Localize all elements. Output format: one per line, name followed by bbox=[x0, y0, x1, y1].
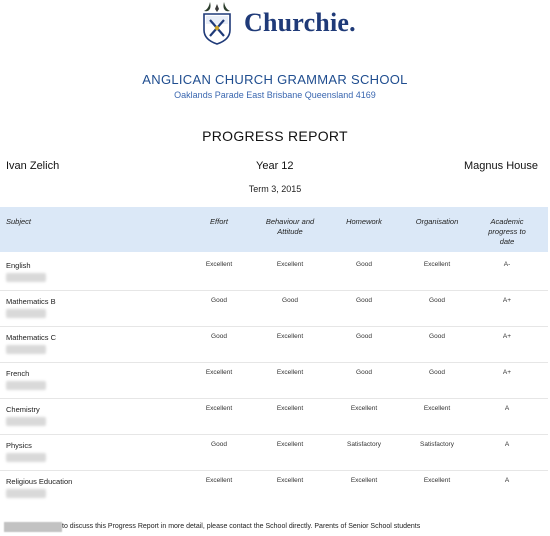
homework-grade: Good bbox=[356, 333, 372, 340]
table-header bbox=[0, 207, 548, 252]
behaviour-grade: Excellent bbox=[276, 477, 304, 484]
behaviour-grade: Excellent bbox=[276, 261, 304, 268]
subject-name: French bbox=[6, 369, 30, 378]
behaviour-grade: Excellent bbox=[276, 441, 304, 448]
behaviour-grade: Excellent bbox=[276, 333, 304, 340]
redacted-teacher bbox=[6, 417, 46, 426]
progress-grade: A bbox=[504, 405, 510, 412]
subject-name: Mathematics C bbox=[6, 333, 57, 342]
year-level: Year 12 bbox=[256, 160, 294, 172]
table-row bbox=[0, 290, 548, 327]
organisation-grade: Excellent bbox=[423, 477, 451, 484]
redacted-teacher bbox=[6, 453, 46, 462]
effort-grade: Good bbox=[211, 441, 227, 448]
school-header bbox=[0, 0, 550, 46]
header-homework: Homework bbox=[346, 217, 382, 226]
table-row bbox=[0, 362, 548, 399]
effort-grade: Good bbox=[211, 297, 227, 304]
effort-grade: Excellent bbox=[205, 261, 233, 268]
homework-grade: Excellent bbox=[350, 477, 378, 484]
school-name: ANGLICAN CHURCH GRAMMAR SCHOOL bbox=[142, 72, 408, 87]
organisation-grade: Satisfactory bbox=[420, 441, 454, 448]
table-row bbox=[0, 326, 548, 363]
progress-grade: A+ bbox=[502, 369, 512, 376]
table-row bbox=[0, 434, 548, 471]
footer-note: to discuss this Progress Report in more detail, please contact the School directly. Parents of Senior School students bbox=[62, 523, 421, 530]
progress-grade: A+ bbox=[502, 297, 512, 304]
homework-grade: Satisfactory bbox=[347, 441, 381, 448]
progress-grade: A bbox=[504, 441, 510, 448]
organisation-grade: Excellent bbox=[423, 405, 451, 412]
table-row bbox=[0, 470, 548, 506]
subject-name: Chemistry bbox=[6, 405, 40, 414]
homework-grade: Good bbox=[356, 369, 372, 376]
homework-grade: Good bbox=[356, 261, 372, 268]
subject-name: Religious Education bbox=[6, 477, 73, 486]
effort-grade: Good bbox=[211, 333, 227, 340]
header-organisation: Organisation bbox=[415, 217, 459, 226]
progress-grade: A- bbox=[503, 261, 511, 268]
homework-grade: Excellent bbox=[350, 405, 378, 412]
organisation-grade: Excellent bbox=[423, 261, 451, 268]
subject-name: English bbox=[6, 261, 31, 270]
redacted-teacher bbox=[6, 273, 46, 282]
behaviour-grade: Excellent bbox=[276, 405, 304, 412]
organisation-grade: Good bbox=[429, 297, 445, 304]
organisation-grade: Good bbox=[429, 369, 445, 376]
behaviour-grade: Excellent bbox=[276, 369, 304, 376]
progress-grade: A bbox=[504, 477, 510, 484]
table-row bbox=[0, 254, 548, 291]
header-progress: Academic progress to date bbox=[488, 217, 526, 246]
school-address: Oaklands Parade East Brisbane Queensland 4169 bbox=[174, 90, 376, 100]
redacted-teacher bbox=[6, 489, 46, 498]
redacted-teacher bbox=[6, 309, 46, 318]
subject-name: Mathematics B bbox=[6, 297, 56, 306]
header-subject: Subject bbox=[6, 217, 32, 226]
header-effort: Effort bbox=[210, 217, 228, 226]
student-name: Ivan Zelich bbox=[6, 160, 60, 172]
organisation-grade: Good bbox=[429, 333, 445, 340]
house-name: Magnus House bbox=[464, 160, 538, 172]
progress-grade: A+ bbox=[502, 333, 512, 340]
school-crest-icon bbox=[198, 0, 236, 45]
table-row bbox=[0, 398, 548, 435]
effort-grade: Excellent bbox=[205, 477, 233, 484]
homework-grade: Good bbox=[356, 297, 372, 304]
watermark bbox=[4, 522, 62, 532]
effort-grade: Excellent bbox=[205, 369, 233, 376]
term-label: Term 3, 2015 bbox=[248, 184, 302, 194]
subject-name: Physics bbox=[6, 441, 32, 450]
effort-grade: Excellent bbox=[205, 405, 233, 412]
behaviour-grade: Good bbox=[282, 297, 298, 304]
report-title: PROGRESS REPORT bbox=[202, 128, 348, 144]
school-brand: Churchie. bbox=[244, 8, 356, 37]
redacted-teacher bbox=[6, 381, 46, 390]
header-behaviour: Behaviour and Attitude bbox=[265, 217, 315, 236]
redacted-teacher bbox=[6, 345, 46, 354]
